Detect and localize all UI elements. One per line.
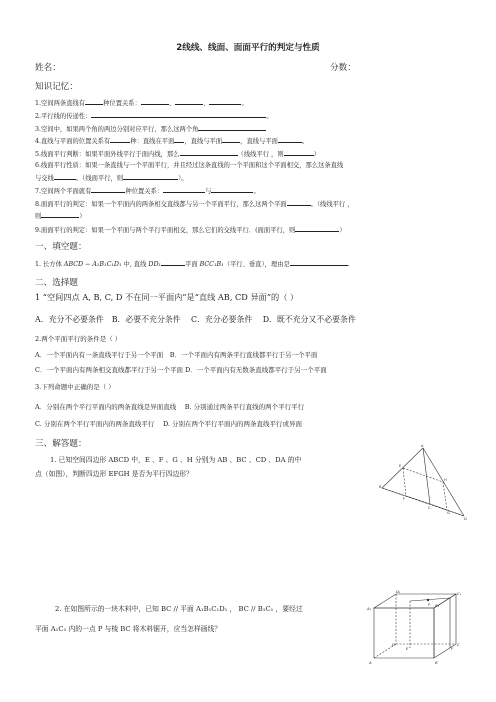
- choice-q3-options-ab: A．分别在两个平行平面内的两条直线是异面直线 B. 分别通过两条平行直线的两个平行平行: [35, 403, 305, 411]
- vertex-label: A: [421, 444, 424, 448]
- knowledge-line-2: 2.平行线的传递性： 。: [35, 110, 273, 120]
- blank[interactable]: [54, 172, 76, 180]
- vertex-label: E: [399, 464, 402, 468]
- page-title: 2线线、线面、面面平行的判定与性质: [176, 43, 320, 53]
- wood-block-figure: [366, 588, 466, 666]
- solve-problem-2-line2: 平面 A₁C₁ 内的一点 P 与棱 BC 将木料锯开，应当怎样画线？: [35, 625, 222, 633]
- vertex-label: B₁: [435, 603, 440, 608]
- knowledge-line-8b: 则 ）: [35, 210, 86, 220]
- blank[interactable]: [198, 123, 266, 131]
- fill-heading: 一、填空题：: [35, 242, 87, 252]
- vertex-label: D: [392, 642, 395, 647]
- blank[interactable]: [174, 135, 184, 143]
- blank[interactable]: [290, 258, 348, 266]
- knowledge-line-8: 8.面面平行的判定：如果一个平面内的两条相交直线都与另一个平面平行，那么这两个平面 。（线线平行 ，: [35, 198, 354, 208]
- vertex-label: C₁: [457, 591, 462, 596]
- solve-problem-1-line1: 1. 已知空间四边形 ABCD 中，E 、F 、G 、H 分别为 AB 、BC 、CD 、DA 的中: [50, 456, 302, 464]
- blank[interactable]: [180, 148, 238, 156]
- blank[interactable]: [222, 135, 240, 143]
- knowledge-line-5: 5.线面平行判断：如果平面外线平行于面内线，那么 （线线平行 ，则 ）: [35, 148, 320, 158]
- vertex-label: P: [428, 602, 431, 607]
- blank[interactable]: [278, 135, 302, 143]
- fill-question-1: 1. 长方体 ABCD − A₁B₁C₁D₁ 中, 直线 DD₁ 平面 BCC₁B₁（平行、垂直），理由是 .: [35, 258, 350, 268]
- choice-question-1: 1 “空间四点 A, B, C, D 不在同一平面内”是“直线 AB, CD 异面”的（ ）: [35, 292, 299, 302]
- vertex-label: F: [403, 497, 406, 501]
- knowledge-line-6: 6.线面平行性质：如果一条直线与一个平面平行，并且经过这条直线的一个平面和这个平面相交，那么这条直线: [35, 162, 344, 169]
- blank[interactable]: [211, 185, 253, 193]
- vertex-label: G: [447, 511, 450, 515]
- choice-heading: 二、选择题: [35, 278, 78, 288]
- vertex-label: D: [464, 517, 467, 520]
- blank[interactable]: [141, 97, 169, 105]
- knowledge-line-4: 4.直线与平面的位置关系有 种：直线在平面 ，直线与平面 ，直线与平面 。: [35, 135, 308, 145]
- blank[interactable]: [163, 185, 205, 193]
- blank[interactable]: [91, 110, 266, 118]
- name-label: 姓名：: [35, 63, 61, 73]
- blank[interactable]: [123, 172, 178, 180]
- blank[interactable]: [209, 97, 241, 105]
- blank[interactable]: [41, 210, 79, 218]
- vertex-label: C: [457, 642, 460, 647]
- knowledge-line-3: 3.空间中，如果两个角的两边分别对应平行，那么这两个角: [35, 123, 266, 133]
- vertex-label: F: [451, 646, 454, 651]
- vertex-label: B: [435, 660, 438, 665]
- blank[interactable]: [161, 258, 185, 266]
- blank[interactable]: [295, 224, 339, 232]
- blank[interactable]: [85, 97, 103, 105]
- knowledge-line-7: 7.空间两个平面就有 种位置关系： 与 。: [35, 185, 260, 195]
- blank[interactable]: [110, 135, 130, 143]
- blank[interactable]: [175, 97, 203, 105]
- tetrahedron-figure: [378, 442, 470, 520]
- choice-q3-options-cd: C. 分别在两个平行平面内的两条直线平行 D. 分别在两个平行平面内的两条直线平行或异面: [35, 420, 303, 428]
- vertex-label: E: [406, 646, 409, 651]
- choice-question-2: 2.两个平面平行的条件是（ ）: [35, 335, 122, 343]
- vertex-label: H: [444, 478, 447, 482]
- blank[interactable]: [284, 148, 314, 156]
- knowledge-line-1: 1.空间两条直线有 种位置关系： 、 、 。: [35, 97, 248, 107]
- vertex-label: A: [369, 660, 372, 665]
- solve-problem-1-line2: 点（如图），判断四边形 EFGH 是否为平行四边形？: [35, 470, 193, 478]
- vertex-label: D₁: [396, 589, 401, 594]
- solve-problem-2-line1: 2. 在如图所示的一块木料中，已知 BC // 平面 A₁B₁C₁D₁ ， BC // B₁C₁ ，要经过: [55, 605, 303, 613]
- choice-q2-options-cd: C．一个平面内有两条相交直线都平行于另一个平面 D．一个平面内有无数条直线都平行于另一个平面: [35, 366, 327, 374]
- blank[interactable]: [91, 185, 125, 193]
- knowledge-heading: 知识记忆：: [35, 82, 78, 92]
- solve-heading: 三、解答题：: [35, 439, 87, 449]
- vertex-label: B: [379, 485, 382, 489]
- score-label: 分数：: [330, 63, 356, 73]
- blank[interactable]: [287, 198, 311, 206]
- knowledge-line-6b: 与交线 。（线面平行，则 ）。: [35, 172, 188, 182]
- vertex-label: C: [428, 506, 431, 510]
- choice-question-3: 3.下列命题中正确的是（ ）: [35, 383, 115, 391]
- choice-q1-options: A．充分不必要条件 B．必要不充分条件 C．充分必要条件 D．既不充分又不必要条件: [35, 315, 356, 324]
- choice-q2-options-ab: A．一个平面内有一条直线平行于另一个平面 B．一个平面内有两条平行直线都平行于另一个平面: [35, 351, 318, 359]
- vertex-label: A₁: [367, 606, 372, 611]
- knowledge-line-9: 9.面面平行的判定：如果一个平面与两个平行平面相交，那么它们的交线平行．(面面平行，则 ）: [35, 224, 346, 234]
